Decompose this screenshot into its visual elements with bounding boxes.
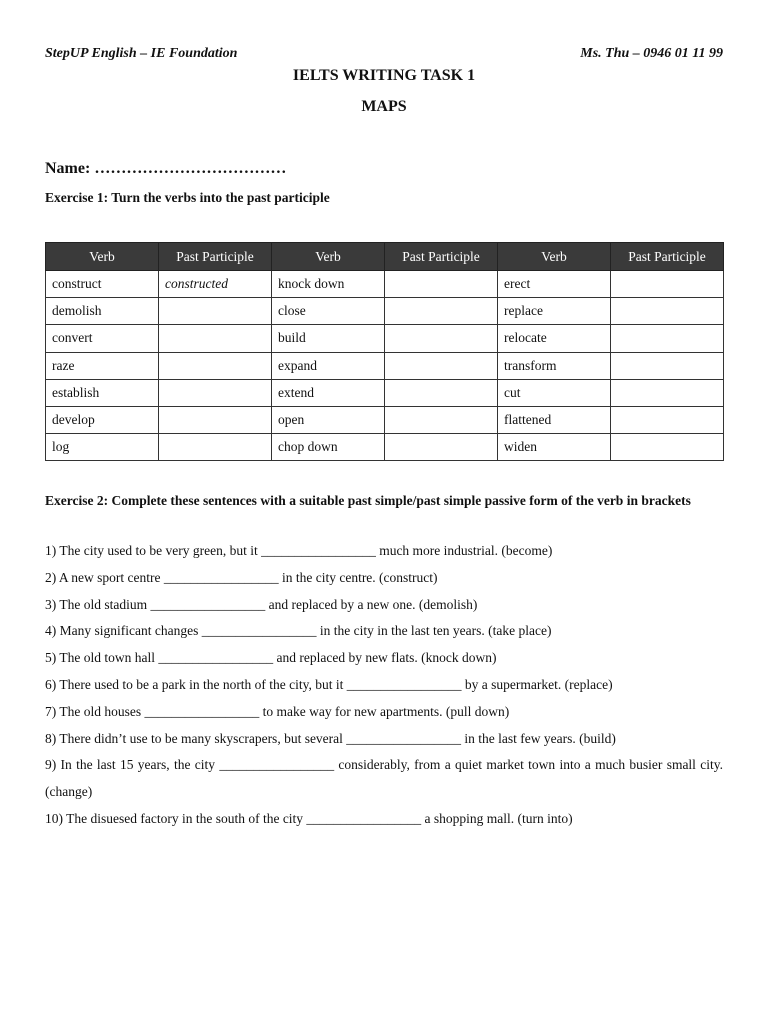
answer-cell[interactable] [159,406,272,433]
answer-cell[interactable] [611,325,724,352]
verb-cell: log [46,434,159,461]
header-teacher-contact: Ms. Thu – 0946 01 11 99 [580,46,723,61]
sentence-item: 5) The old town hall _________________ and replaced by new flats. (knock down) [45,650,497,666]
exercise1-heading: Exercise 1: Turn the verbs into the past participle [45,190,330,205]
sentence-item: 10) The disuesed factory in the south of the city _________________ a shopping mall. (turn into) [45,810,573,826]
answer-cell[interactable] [385,271,498,298]
column-header: Verb [498,243,611,271]
answer-cell[interactable] [385,379,498,406]
verb-cell: relocate [498,325,611,352]
column-header: Past Participle [611,243,724,271]
answer-cell[interactable] [611,352,724,379]
verb-cell: expand [272,352,385,379]
column-header: Past Participle [385,243,498,271]
answer-cell[interactable] [611,379,724,406]
answer-cell[interactable] [385,352,498,379]
verb-cell: demolish [46,298,159,325]
answer-cell[interactable] [385,434,498,461]
verb-cell: establish [46,379,159,406]
sentence-item: 1) The city used to be very green, but it _________________ much more industrial. (become) [45,543,553,558]
verb-cell: transform [498,352,611,379]
sentence-item: 2) A new sport centre _________________ in the city centre. (construct) [45,569,438,585]
exercise2-heading: Exercise 2: Complete these sentences with a suitable past simple/past simple passive form of the verb in brackets [45,493,691,508]
column-header: Past Participle [159,243,272,271]
answer-cell[interactable] [159,434,272,461]
verb-cell: flattened [498,406,611,433]
answer-cell[interactable] [611,298,724,325]
answer-cell[interactable]: constructed [159,271,272,298]
verb-cell: replace [498,298,611,325]
verb-table-header [46,243,724,271]
answer-cell[interactable] [385,406,498,433]
answer-cell[interactable] [611,434,724,461]
verb-cell: chop down [272,434,385,461]
verb-cell: widen [498,434,611,461]
column-header: Verb [272,243,385,271]
table-row [46,434,724,461]
sentence-item: 6) There used to be a park in the north of the city, but it _________________ by a supermarket. (replace) [45,676,613,692]
table-row [46,271,724,298]
sentence-item: 7) The old houses _________________ to make way for new apartments. (pull down) [45,703,510,719]
sentence-item: 9) In the last 15 years, the city _________________ considerably, from a quiet market town into a much busier small city. (change) [45,757,723,800]
table-row [46,352,724,379]
sentence-item: 4) Many significant changes _________________ in the city in the last ten years. (take place) [45,623,552,639]
answer-cell[interactable] [611,271,724,298]
sentence-item: 8) There didn’t use to be many skyscrapers, but several _________________ in the last few years. (build) [45,730,616,746]
table-row [46,298,724,325]
verb-cell: knock down [272,271,385,298]
answer-cell[interactable] [385,298,498,325]
answer-cell[interactable] [159,325,272,352]
header-school: StepUP English – IE Foundation [45,46,238,61]
table-row [46,325,724,352]
answer-cell[interactable] [611,406,724,433]
verb-cell: construct [46,271,159,298]
column-header: Verb [46,243,159,271]
exercise2-sentences [45,538,723,833]
verb-cell: erect [498,271,611,298]
answer-cell[interactable] [159,298,272,325]
verb-cell: raze [46,352,159,379]
document-subtitle: MAPS [361,98,407,115]
name-field[interactable]: Name: ……………………………… [45,160,287,177]
verb-cell: convert [46,325,159,352]
verb-cell: extend [272,379,385,406]
answer-cell[interactable] [385,325,498,352]
answer-cell[interactable] [159,352,272,379]
verb-cell: develop [46,406,159,433]
verb-cell: close [272,298,385,325]
table-row [46,406,724,433]
verb-cell: cut [498,379,611,406]
answer-cell[interactable] [159,379,272,406]
sentence-item: 3) The old stadium _________________ and replaced by a new one. (demolish) [45,596,478,612]
verb-cell: open [272,406,385,433]
table-row [46,379,724,406]
verb-cell: build [272,325,385,352]
document-title: IELTS WRITING TASK 1 [292,67,476,84]
verb-table [45,242,724,461]
